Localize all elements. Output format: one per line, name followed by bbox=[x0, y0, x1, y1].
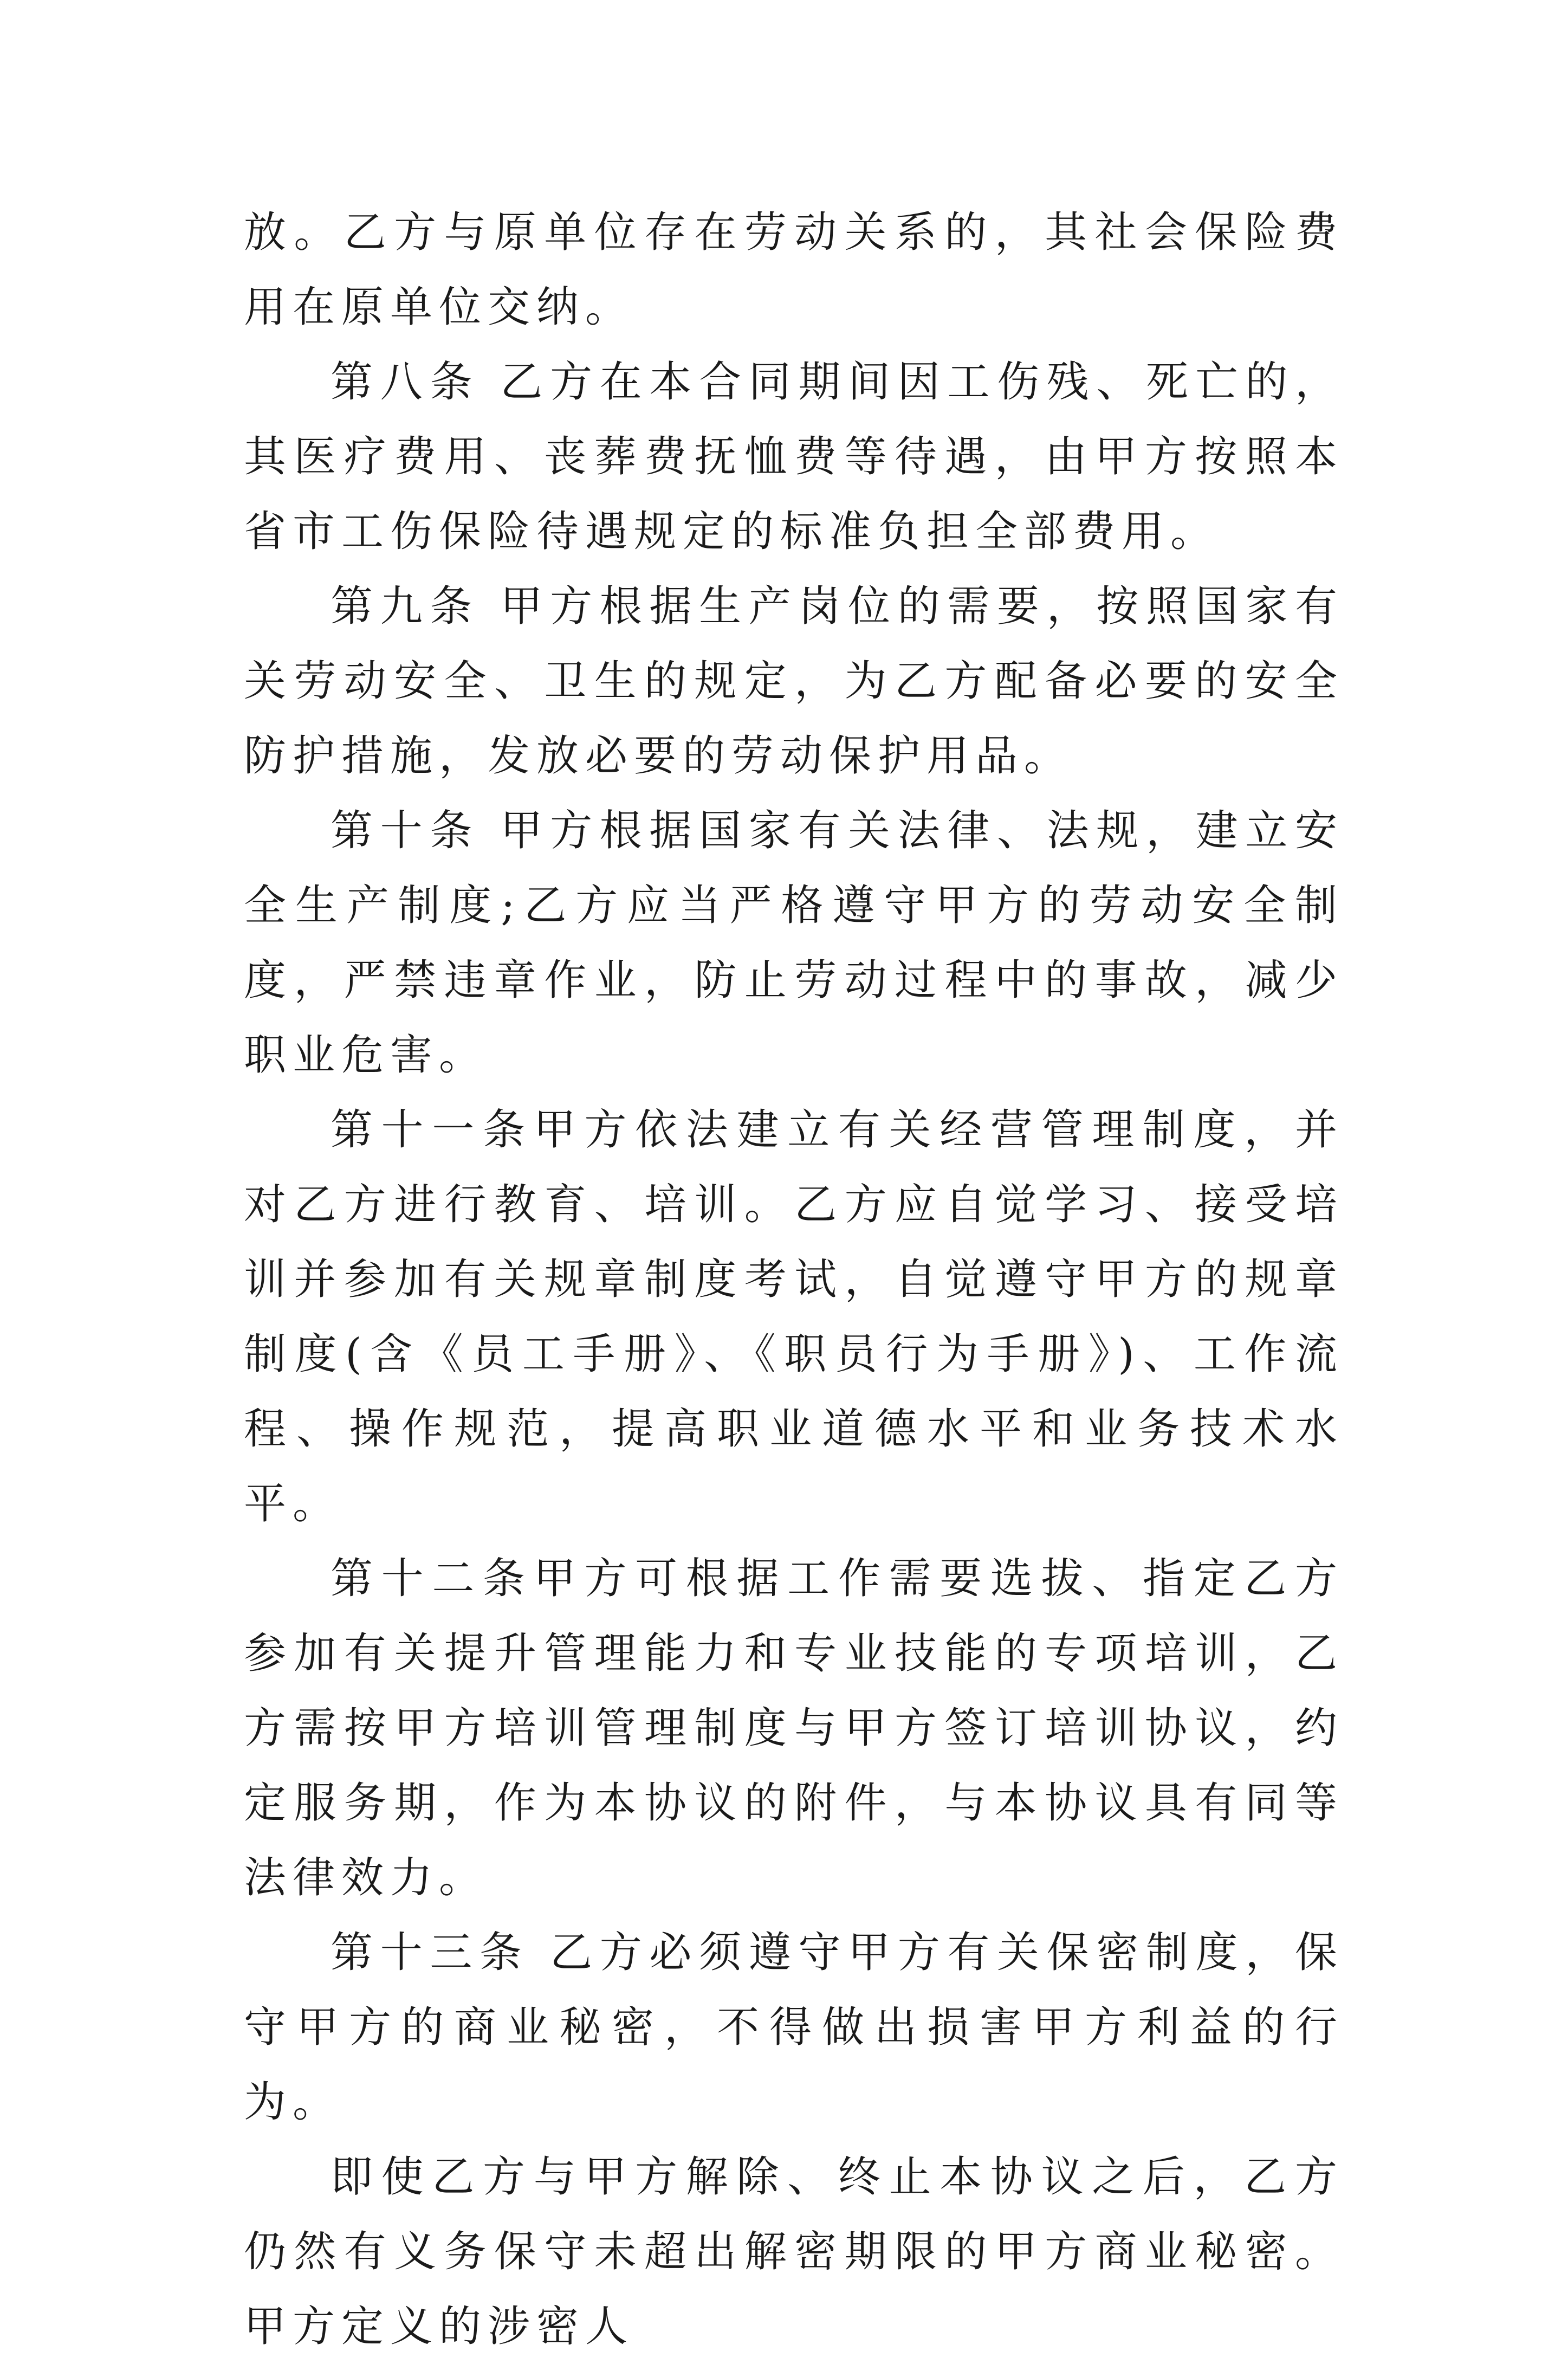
paragraph-confidentiality-continuation: 即使乙方与甲方解除、终止本协议之后，乙方仍然有义务保守未超出解密期限的甲方商业秘密。甲方定义的涉密人 bbox=[244, 2153, 1344, 2351]
paragraph-article-12: 第十二条甲方可根据工作需要选拔、指定乙方参加有关提升管理能力和专业技能的专项培训，乙方需按甲方培训管理制度与甲方签订培训协议，约定服务期，作为本协议的附件，与本协议具有同等法律效力。 bbox=[244, 1554, 1344, 1902]
paragraph-article-10: 第十条 甲方根据国家有关法律、法规，建立安全生产制度;乙方应当严格遵守甲方的劳动安全制度，严禁违章作业，防止劳动过程中的事故，减少职业危害。 bbox=[244, 806, 1344, 1080]
paragraph-article-13: 第十三条 乙方必须遵守甲方有关保密制度，保守甲方的商业秘密，不得做出损害甲方利益的行为。 bbox=[244, 1928, 1344, 2127]
paragraph-article-8: 第八条 乙方在本合同期间因工伤残、死亡的，其医疗费用、丧葬费抚恤费等待遇，由甲方按照本省市工伤保险待遇规定的标准负担全部费用。 bbox=[244, 358, 1344, 556]
paragraph-continuation: 放。乙方与原单位存在劳动关系的，其社会保险费用在原单位交纳。 bbox=[244, 208, 1344, 332]
paragraph-article-9: 第九条 甲方根据生产岗位的需要，按照国家有关劳动安全、卫生的规定，为乙方配备必要的安全防护措施，发放必要的劳动保护用品。 bbox=[244, 582, 1344, 780]
document-body bbox=[244, 195, 1344, 2364]
paragraph-article-11: 第十一条甲方依法建立有关经营管理制度，并对乙方进行教育、培训。乙方应自觉学习、接受培训并参加有关规章制度考试，自觉遵守甲方的规章制度(含《员工手册》、《职员行为手册》)、工作流程、操作规范，提高职业道德水平和业务技术水平。 bbox=[244, 1106, 1344, 1528]
